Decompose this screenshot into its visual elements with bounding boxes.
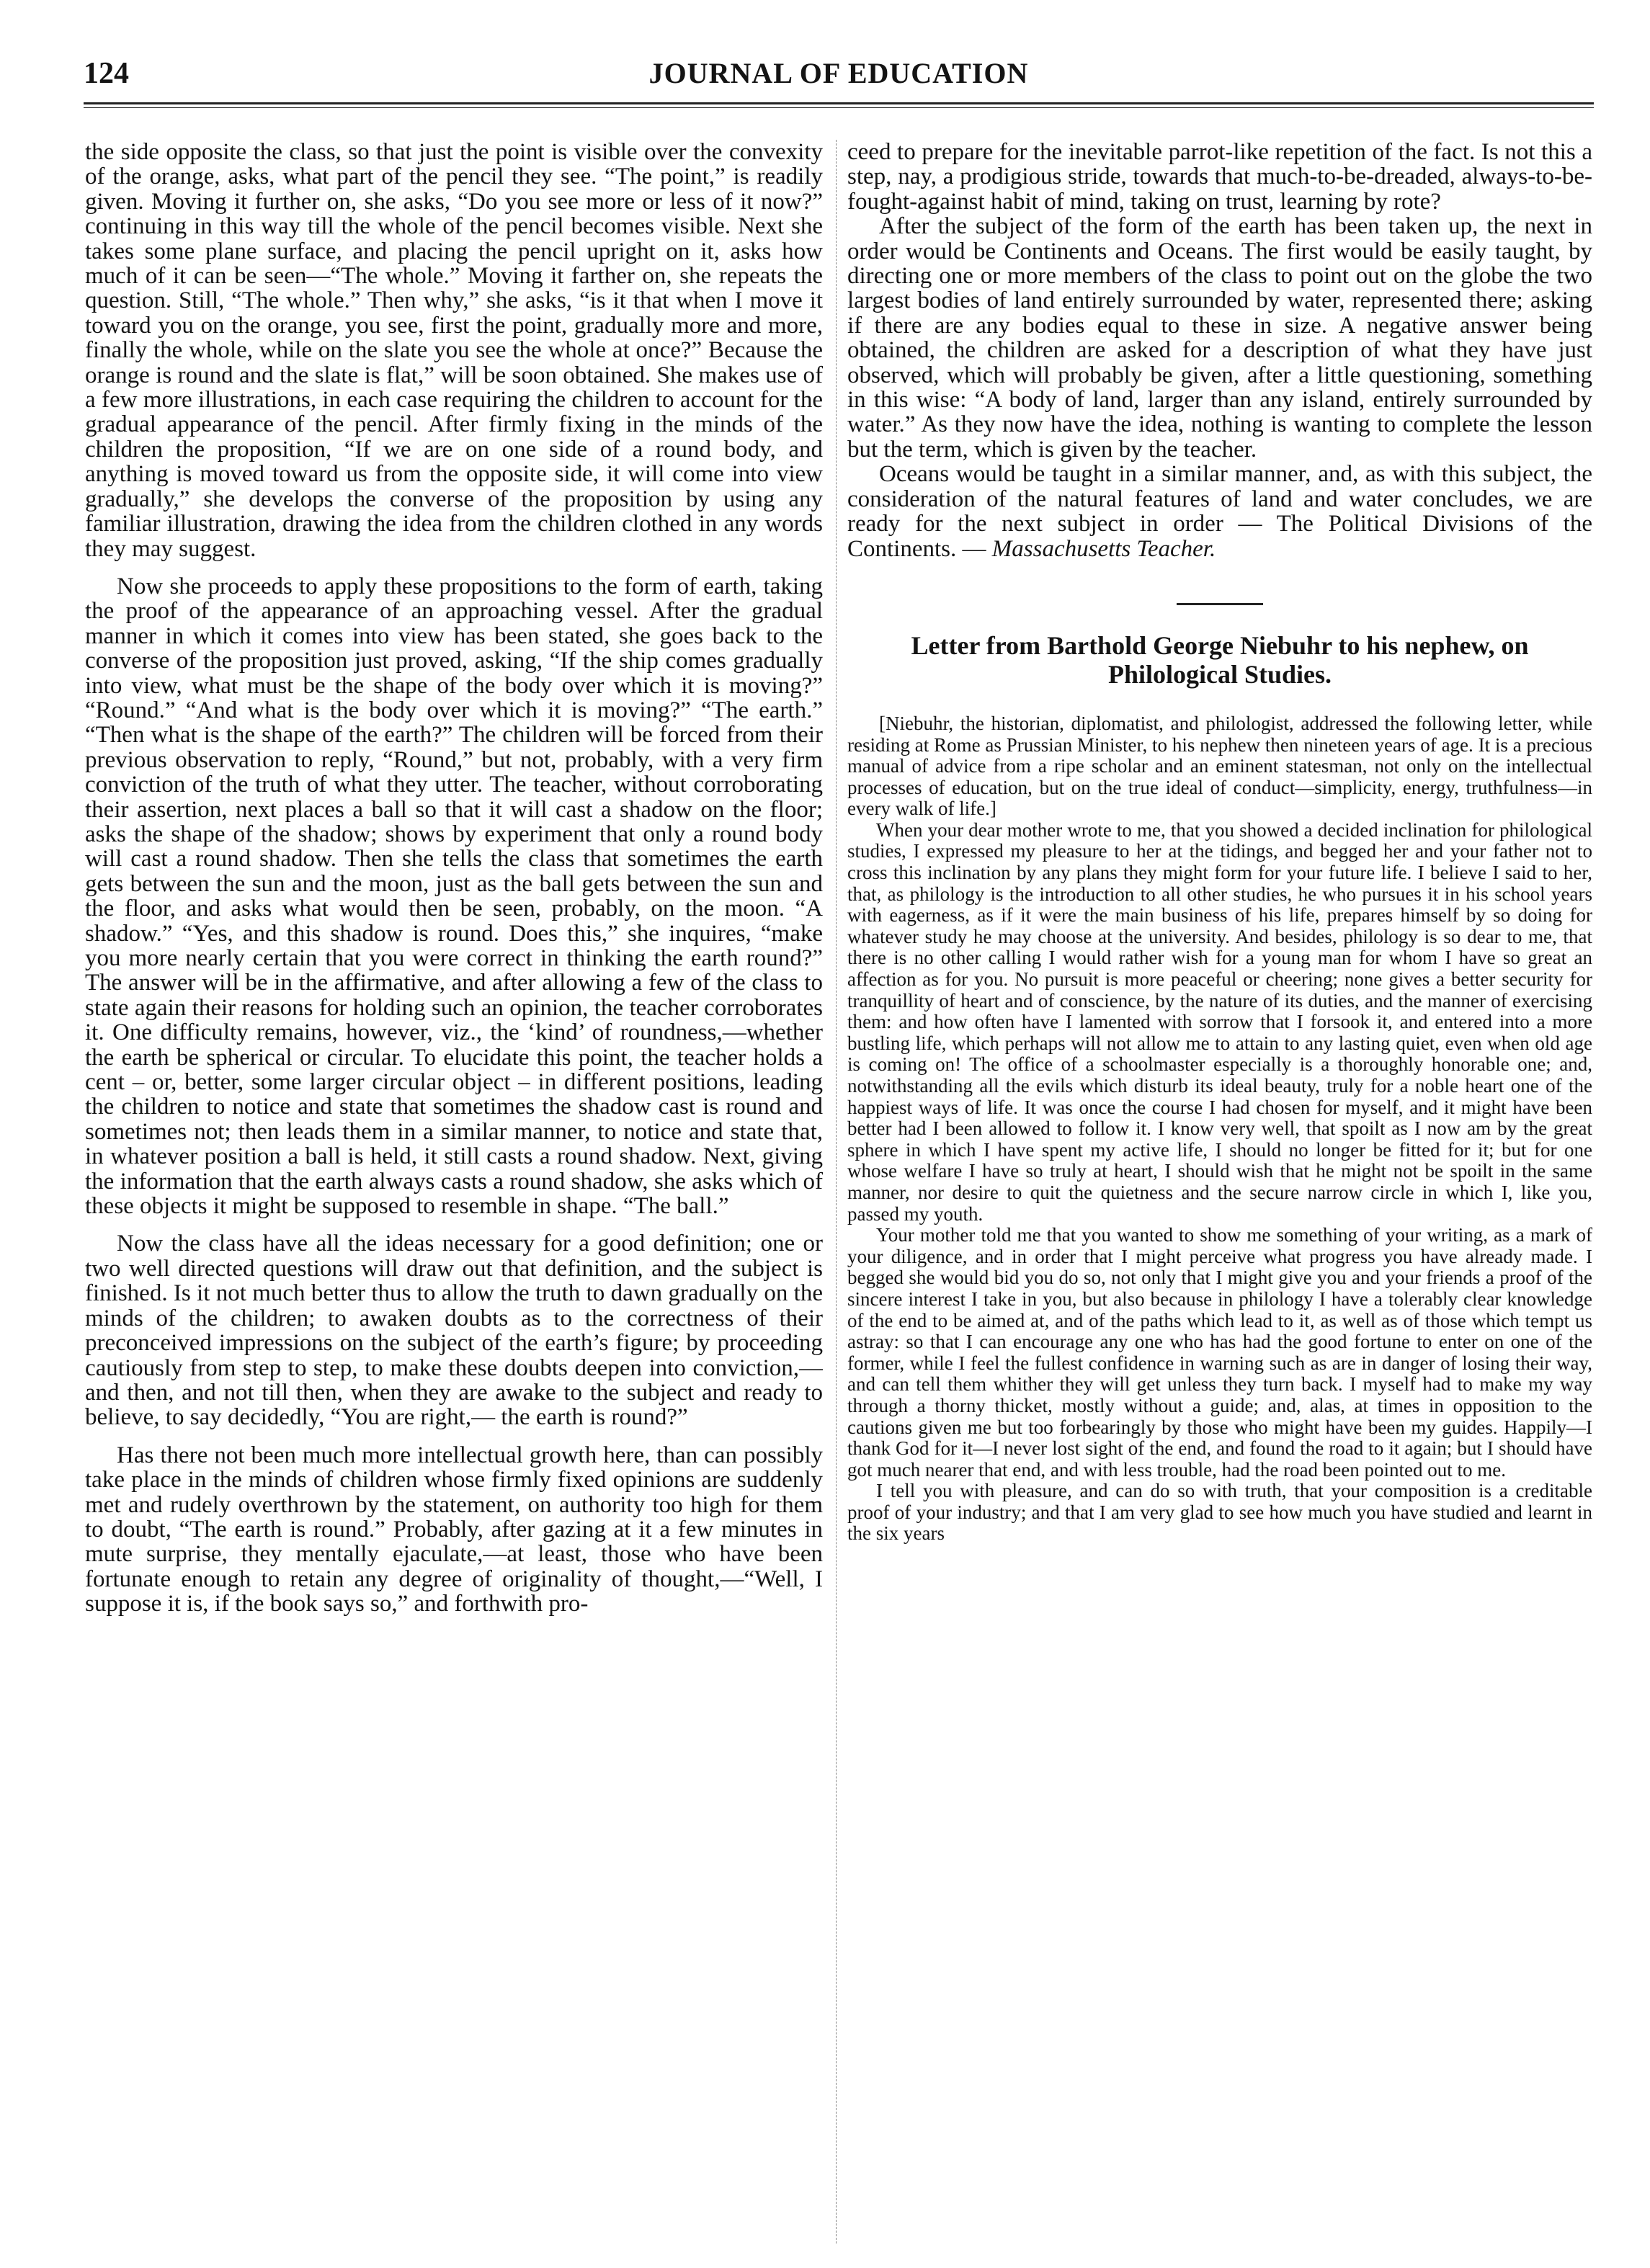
section-rule: [1177, 603, 1263, 605]
article-signature: Massachusetts Teacher.: [991, 535, 1216, 562]
running-title: JOURNAL OF EDUCATION: [648, 57, 1029, 89]
header-rule: [84, 102, 1594, 108]
left-paragraph: the side opposite the class, so that just the point is visible over the convexity of the orange, asks, what part of the pencil they see. “The point,” is readily given. Moving it further on, she asks, “Do you see more or less of it now?” continuing in this way till the whole of the pencil becomes visible. Next she takes some plane surface, and placing the pencil upright on it, asks how much of it can be seen—“The whole.” Moving it farther on, she repeats the question. Still, “The whole.” Then why,” she asks, “is it that when I move it toward you on the orange, you see, first the point, gradually more and more, finally the whole, while on the slate you see the whole at once?” Because the orange is round and the slate is flat,” will be soon obtained. She makes use of a few more illustrations, in each case requiring the children to account for the gradual appearance of the pencil. After firmly fixing in the minds of the children the proposition, “If we are on one side of a round body, and anything is moved toward us from the opposite side, it will come into view gradually,” she develops the converse of the proposition by using any familiar illustration, drawing the idea from the children clothed in any words they may suggest.: [85, 140, 823, 562]
letter-paragraph: When your dear mother wrote to me, that you showed a decided inclination for philological studies, I expressed my pleasure to her at the tidings, and begged her and your father not to cross this inclination by any plans they might form for your future life. I believe I said to her, that, as philology is the introduction to all other studies, he who pursues it in his school years with eagerness, as if it were the main business of his life, prepares himself by so doing for whatever study he may choose at the university. And besides, philology is so dear to me, that there is no other calling I would rather wish for a young man for whom I have so great an affection as for you. No pursuit is more peaceful or cheering; none gives a better security for tranquillity of heart and of conscience, by the nature of its duties, and the manner of exercising them: and how often have I lamented with sorrow that I forsook it, and entered into a more bustling life, which perhaps will not allow me to attain to any lasting quiet, even when old age is coming on! The office of a schoolmaster especially is a thoroughly honorable one; and, notwithstanding all the evils which disturb its ideal beauty, truly for a noble heart one of the happiest ways of life. It was once the course I had chosen for myself, and it might have been better had I been allowed to follow it. I know very well, that spoilt as I now am by the great sphere in which I have spent my active life, I should no longer be fitted for it; but for one whose welfare I have so truly at heart, I should wish that he might not be spoilt in the same manner, nor desire to quit the quietness and the secure narrow circle in which I, like you, passed my youth.: [847, 818, 1592, 1225]
page-number: 124: [84, 57, 129, 90]
left-paragraph: Has there not been much more intellectual growth here, than can possibly take place in the minds of children whose firmly fixed opinions are suddenly met and rudely overthrown by the statement, on authority too high for them to doubt, “The earth is round.” Probably, after gazing at it a few minutes in mute surprise, they mentally ejaculate,—at least, those who have been fortunate enough to retain any degree of originality of thought,—“Well, I suppose it is, if the book says so,” and forthwith pro-: [85, 1442, 823, 1617]
letter-title: Letter from Barthold George Niebuhr to his nephew, on Philological Studies.: [911, 630, 1529, 689]
right-paragraph: After the subject of the form of the earth has been taken up, the next in order would be Continents and Oceans. The first would be easily taught, by directing one or more members of the class to point out on the globe the two largest bodies of land entirely surrounded by water, represented there; asking if there are any bodies equal to these in size. A negative answer being obtained, the children are asked for a description of what they have just observed, which will probably be given, after a little questioning, something in this wise: “A body of land, larger than any island, entirely surrounded by water.” As they now have the idea, nothing is wanting to complete the lesson but the term, which is given by the teacher.: [847, 213, 1592, 463]
left-column: [85, 140, 823, 2244]
right-paragraph: ceed to prepare for the inevitable parrot-like repetition of the fact. Is not this a step, nay, a prodigious stride, towards that much-to-be-dreaded, always-to-be-fought-against habit of mind, taking on trust, learning by rote?: [847, 140, 1592, 215]
right-paragraph: [847, 462, 1592, 561]
prefatory-note: [Niebuhr, the historian, diplomatist, and philologist, addressed the following letter, while residing at Rome as Prussian Minister, to his nephew then nineteen years of age. It is a precious manual of advice from a ripe scholar and an eminent statesman, not only on the intellectual processes of education, but on the true ideal of conduct—simplicity, energy, truthfulness—in every walk of life.]: [847, 712, 1592, 820]
right-column: [847, 140, 1592, 2244]
right-paragraph-text: Oceans would be taught in a similar manner, and, as with this subject, the consideration of the natural features of land and water concludes, we are ready for the next subject in order — The Political Divisions of the Continents. —: [847, 461, 1592, 562]
letter-paragraph: I tell you with pleasure, and can do so with truth, that your composition is a creditable proof of your industry; and that I am very glad to see how much you have studied and learnt in the six years: [847, 1480, 1592, 1545]
page-header: [84, 56, 1594, 99]
left-paragraph: Now the class have all the ideas necessary for a good definition; one or two well directed questions will draw out that definition, and the subject is finished. Is it not much better thus to allow the truth to dawn gradually on the minds of the children; to awaken doubts as to the correctness of their preconceived impressions on the subject of the earth’s figure; by proceeding cautiously from step to step, to make these doubts deepen into conviction,—and then, and not till then, when they are awake to the subject and ready to believe, to say decidedly, “You are right,— the earth is round?”: [85, 1231, 823, 1431]
letter-body: [847, 713, 1592, 1545]
letter-paragraph: Your mother told me that you wanted to show me something of your writing, as a mark of your diligence, and in order that I might perceive what progress you have already made. I begged she would bid you do so, not only that I might give you and your friends a proof of the sincere interest I take in you, but also because in philology I have a tolerably clear knowledge of the end to be aimed at, and of the paths which lead to it, as well as of those which tempt us astray: so that I can encourage any one who has had the good fortune to enter on one of the former, while I feel the fullest confidence in warning such as are in danger of losing their way, and can tell them whither they will get unless they turn back. I myself had to make my way through a thorny thicket, mostly without a guide; and, alas, at times in opposition to the cautions given me but too forbearingly by those who might have been my guides. Happily—I thank God for it—I never lost sight of the end, and found the road to it again; but I should have got much nearer that end, and with less trouble, had the road been pointed out to me.: [847, 1224, 1592, 1481]
left-paragraph: Now she proceeds to apply these propositions to the form of earth, taking the proof of the appearance of an approaching vessel. After the gradual manner in which it comes into view has been stated, she goes back to the converse of the proposition just proved, asking, “If the ship comes gradually into view, what must be the shape of the body over which it is moving?” “Round.” “And what is the body over which it is moving?” “The earth.” “Then what is the shape of the earth?” The children will be forced from their previous observation to reply, “Round,” but not, probably, with a very firm conviction of the truth of what they utter. The teacher, without corroborating their assertion, next places a ball so that it will cast a shadow on the floor; asks the shape of the shadow; shows by experiment that only a round body will cast a round shadow. Then she tells the class that sometimes the earth gets between the sun and the moon, just as the ball gets between the sun and the floor, and asks what would then be seen, probably, on the moon. “A shadow.” “Yes, and this shadow is round. Does this,” she inquires, “make you more nearly certain that you were correct in thinking the earth round?” The answer will be in the affirmative, and after allowing a few of the class to state again their reasons for holding such an opinion, the teacher corroborates it. One difficulty remains, however, viz., the ‘kind’ of roundness,—whether the earth be spherical or circular. To elucidate this point, the teacher holds a cent – or, better, some larger circular object – in different positions, leading the children to notice and state that sometimes the shadow cast is round and sometimes not; then leads them in a similar manner, to notice and state that, in whatever position a ball is held, it still casts a round shadow. Next, giving the information that the earth always casts a round shadow, she asks which of these objects it might be supposed to resemble in shape. “The ball.”: [85, 573, 823, 1220]
column-divider: [836, 140, 837, 2244]
